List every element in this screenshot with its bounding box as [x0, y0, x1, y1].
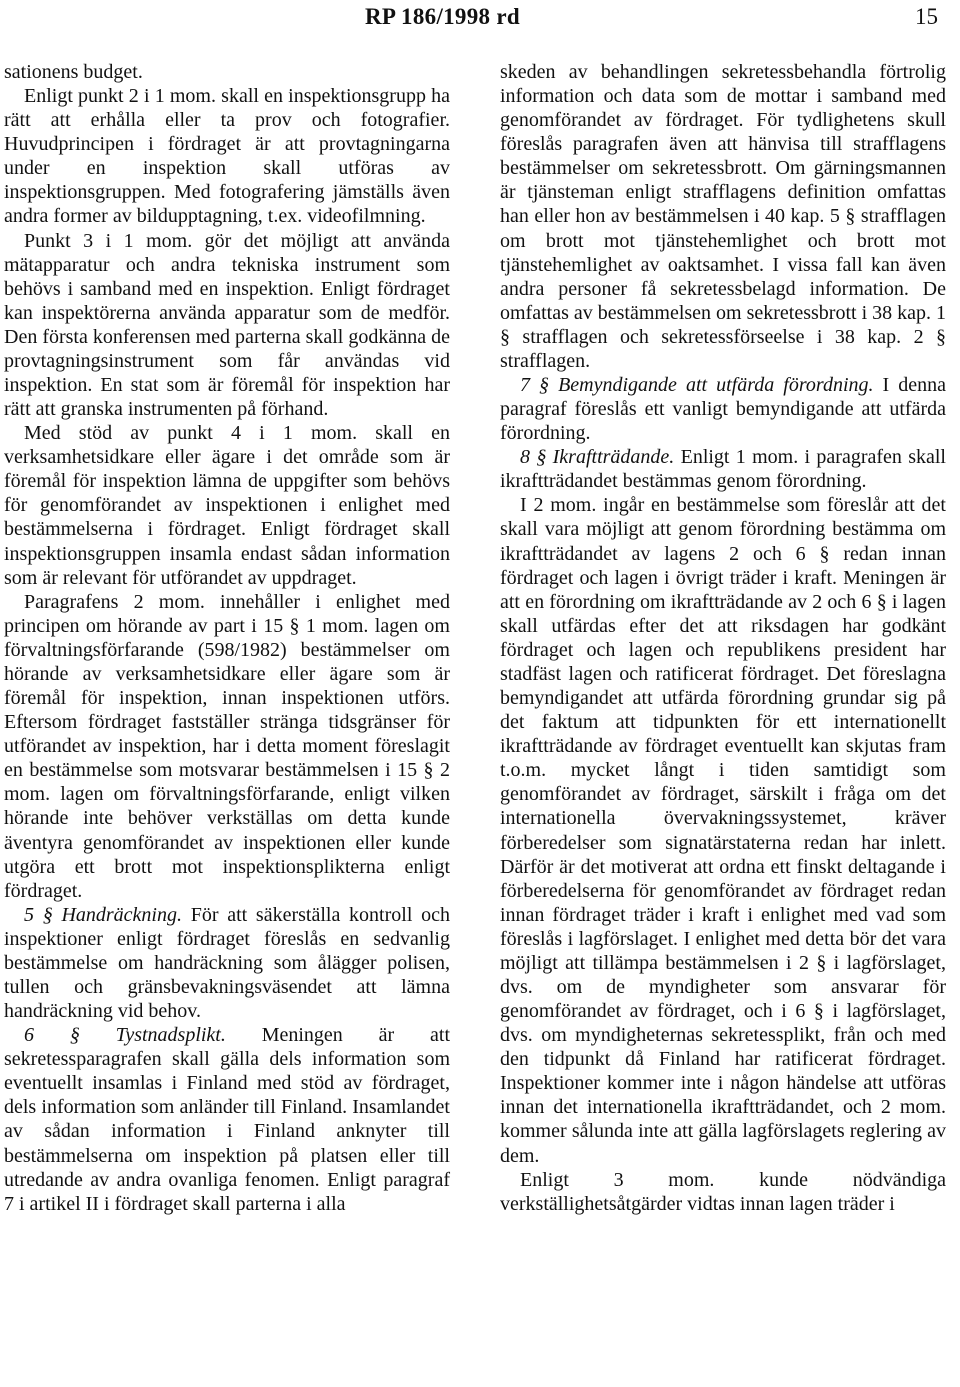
paragraph-body: I denna paragraf föreslås ett vanligt bemyndigande att utfärda förordning.: [500, 374, 947, 445]
right-column: [500, 60, 946, 1216]
paragraph: sationens budget.: [4, 61, 143, 83]
section-heading: 8 § Ikraftträdande.: [520, 446, 675, 469]
paragraph: [4, 1023, 450, 1216]
section-heading: 5 § Handräckning.: [24, 903, 182, 926]
paragraph: [500, 445, 946, 493]
paragraph: I 2 mom. ingår en bestämmelse som föreslår att det skall vara möjligt att genom förordning bestämma om ikraftträdandet av lagens 2 och 6 § redan innan fördraget och lagen i övrigt träder i kraft. Meningen är att en förordning om ikraftträdande av 2 och 6 § i lagen skall utfärdas efter det att riksdagen har godkänt fördraget och lagen och republikens president har stadfäst lagen och ratificerat fördraget. Det föreslagna bemyndigandet att utfärda förordning grundar sig på det faktum att tidpunkten för ett internationellt ikraftträdande av fördraget eventuellt kan skjutas fram t.o.m. mycket långt i tiden samtidigt som genomförandet av fördraget, särskilt i fråga om det internationella övervakningssystemet, kräver förberedelser som signatärstaterna redan har inlett. Därför är det motiverat att ordna ett finskt deltagande i förberedelserna för genomförandet av fördraget redan innan fördraget träder i kraft i enlighet med vad som föreslås i lagförslaget. I enlighet med detta bör det vara möjligt att tillämpa bestämmelsen i 2 § i lagförslaget, dvs. om de myndigheter som ansvarar för genomförandet av fördraget, och i 6 § i lagförslaget, dvs. om myndigheternas sekretessplikt, från och med den tidpunkt då Finland har ratificerat fördraget. Inspektioner kommer inte i någon händelse att utföras innan det internationella ikraftträdandet, och 2 mom. kommer sålunda inte att gälla lagförslagets reglering av dem.: [500, 494, 946, 1167]
paragraph-body: Meningen är att sekretessparagrafen skall gälla dels information som eventuellt insamlas i Finland med stöd av fördraget, dels information som anländer till Finland. Insamlandet av sådan information i Finland anknyter till bestämmelserna om inspektion på platsen eller till utredande av andra ovanliga fenomen. Enligt paragraf 7 i artikel II i fördraget skall parterna i alla: [4, 1024, 451, 1215]
paragraph: Enligt punkt 2 i 1 mom. skall en inspektionsgrupp ha rätt att erhålla eller ta prov och fotografier. Huvudprincipen i fördraget är att provtagningarna under en inspektion skall utföras av inspektionsgruppen. Med fotografering jämställs även andra former av bildupptagning, t.ex. videofilmning.: [4, 85, 450, 228]
document-reference: RP 186/1998 rd: [365, 4, 520, 29]
page-number: 15: [915, 4, 938, 29]
page-header: [0, 4, 960, 32]
paragraph: [500, 373, 946, 445]
left-column: [4, 60, 450, 1216]
paragraph-body: Enligt 1 mom. i paragrafen skall ikraftträdandet bestämmas genom förordning.: [500, 446, 946, 493]
paragraph: Enligt 3 mom. kunde nödvändiga verkställighetsåtgärder vidtas innan lagen träder i: [500, 1168, 946, 1215]
paragraph: Paragrafens 2 mom. innehåller i enlighet med principen om hörande av part i 15 § 1 mom. lagen om förvaltningsförfarande (598/1982) bestämmelser om hörande av verksamhetsidkare eller ägare som är föremål för inspektion, innan inspektionen utförs. Eftersom fördraget fastställer stränga tidsgränser för utförandet av inspektion, har i detta moment föreslagit en bestämmelse som motsvarar bestämmelsen i 15 § 2 mom. lagen om förvaltningsförfarande, enligt vilken hörande inte behöver verkställas om detta kunde äventyra genomförandet av inspektionen eller kunde utgöra ett brott mot inspektionsplikterna enligt fördraget.: [4, 590, 450, 902]
section-heading: 6 § Tystnadsplikt.: [24, 1024, 226, 1047]
section-heading: 7 § Bemyndigande att utfärda förordning.: [520, 374, 874, 397]
paragraph: Punkt 3 i 1 mom. gör det möjligt att använda mätapparatur och andra tekniska instrument som behövs i samband med en inspektion. Enligt fördraget kan inspektörerna använda apparatur som de medför. Den första konferensen med parterna skall godkänna de provtagningsinstrument som får användas vid inspektion. En stat som är föremål för inspektion har rätt att granska instrumenten på förhand.: [4, 229, 450, 421]
paragraph-body: För att säkerställa kontroll och inspektioner enligt fördraget föreslås en sedvanlig bestämmelse om handräckning som ålägger polisen, tullen och gränsbevakningsväsendet att lämna handräckning vid behov.: [4, 903, 450, 1023]
paragraph: skeden av behandlingen sekretessbehandla förtrolig information och data som de mottar i samband med genomförandet av fördraget. För tydlighetens skull föreslås paragrafen även att hänvisa till strafflagens bestämmelser om sekretessbrott. Om gärningsmannen är tjänsteman enligt strafflagens definition omfattas han eller hon av bestämmelsen i 40 kap. 5 § strafflagen om brott mot tjänstehemlighet och brott mot tjänstehemlighet av oaktsamhet. I vissa fall kan även andra personer få sekretessbelagd information. De omfattas av bestämmelsen om sekretessbrott i 38 kap. 1 § strafflagen och sekretessförseelse i 38 kap. 2 § strafflagen.: [500, 61, 947, 372]
paragraph: Med stöd av punkt 4 i 1 mom. skall en verksamhetsidkare eller ägare i det område som är föremål för inspektion lämna de uppgifter som behövs för genomförandet av inspektionen i enlighet med bestämmelserna i fördraget. Enligt fördraget skall inspektionsgruppen insamla endast sådan information som är relevant för utförandet av uppdraget.: [4, 422, 450, 589]
paragraph: [4, 903, 450, 1023]
